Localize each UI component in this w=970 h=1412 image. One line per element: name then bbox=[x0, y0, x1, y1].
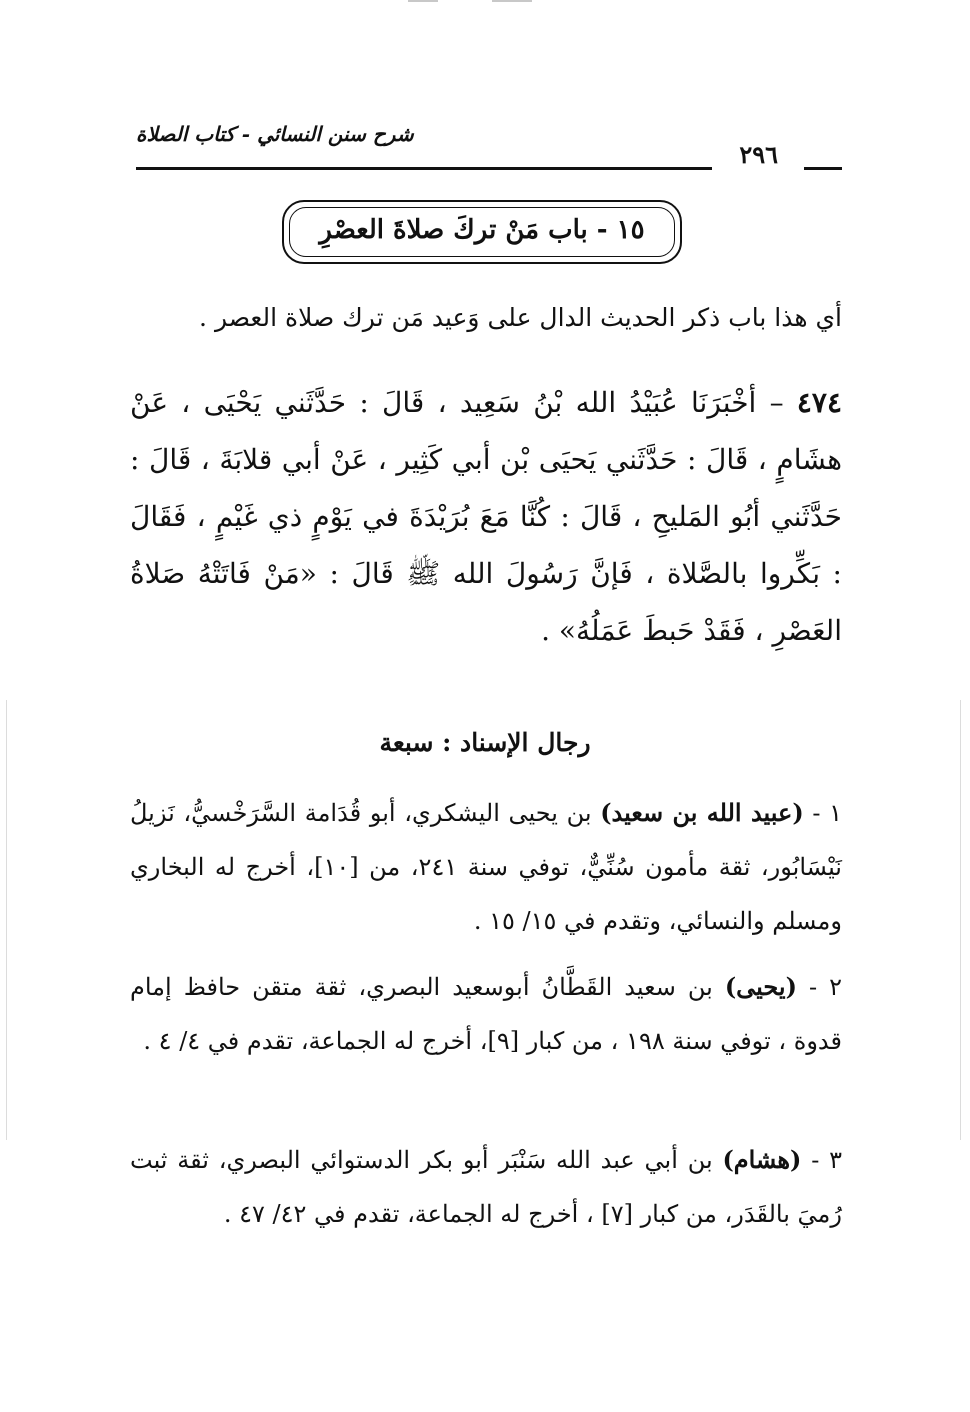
scan-mark bbox=[492, 0, 532, 2]
narrator-index: ٢ - bbox=[796, 973, 842, 1001]
hadith-paragraph bbox=[130, 374, 842, 659]
narrator-text: بن أبي عبد الله سَنْبَر أبو بكر الدستوائي البصري، ثقة ثبت رُميَ بالقَدَر، من كبار [٧] ، أخرج له الجماعة، تقدم في ٤٢/ ٤٧ . bbox=[130, 1146, 842, 1228]
header-rule bbox=[804, 167, 842, 170]
narrator-entry bbox=[130, 786, 842, 948]
narrator-text: بن يحيى اليشكري، أبو قُدَامة السَّرَخْسيُّ، نَزيلُ نَيْسَابُور، ثقة مأمون سُنِّيٌّ، توفي سنة ٢٤١، من [١٠]، أخرج له البخاري ومسلم والنسائي، وتقدم في ١٥/ ١٥ . bbox=[130, 799, 842, 935]
narrator-entry bbox=[130, 1133, 842, 1241]
narrator-name: (يحيى) bbox=[724, 972, 797, 1001]
narrator-entry bbox=[130, 960, 842, 1068]
scan-edge-line bbox=[960, 700, 961, 1140]
scan-mark bbox=[408, 0, 438, 2]
narrator-index: ٣ - bbox=[801, 1146, 843, 1174]
page-header bbox=[136, 118, 842, 174]
header-rule bbox=[136, 167, 712, 170]
book-title: شرح سنن النسائي - كتاب الصلاة bbox=[136, 122, 414, 146]
page-number: ٢٩٦ bbox=[739, 140, 778, 169]
scan-edge-line bbox=[6, 700, 7, 1140]
chapter-title: ١٥ - باب مَنْ تركَ صلاةَ العصْرِ bbox=[319, 215, 645, 245]
section-heading: رجال الإسناد : سبعة bbox=[379, 728, 591, 757]
narrator-name: (هشام) bbox=[722, 1145, 802, 1174]
chapter-title-box bbox=[282, 200, 682, 264]
narrator-name: (عبيد الله بن سعيد) bbox=[600, 798, 804, 827]
narrator-text: بن سعيد القَطَّانُ أبوسعيد البصري، ثقة متقن حافظ إمام قدوة ، توفي سنة ١٩٨ ، من كبار [٩]، أخرج له الجماعة، تقدم في ٤/ ٤ . bbox=[130, 973, 842, 1055]
narrator-index: ١ - bbox=[803, 799, 842, 827]
hadith-text: – أخْبَرَنَا عُبَيْدُ الله بْنُ سَعِيد ، قَالَ : حَدَّثَني يَحْيَى ، عَنْ هشَامٍ ، قَالَ : حَدَّثَني يَحيَى بْن أبي كَثِير ، عَنْ أبي قلابَةَ ، قَالَ : حَدَّثَني أبُو المَليحِ ، قَالَ : كُنَّا مَعَ بُرَيْدَةَ في يَوْمٍ ذي غَيْمٍ ، فَقَالَ : بَكِّروا بالصَّلاة ، فَإنَّ رَسُولَ الله ﷺ قَالَ : «مَنْ فَاتَتْهُ صَلاةُ العَصْرِ ، فَقَدْ حَبطَ عَمَلُهُ» . bbox=[130, 386, 842, 647]
intro-paragraph: أي هذا باب ذكر الحديث الدال على وَعيد مَن ترك صلاة العصر . bbox=[199, 303, 842, 332]
hadith-number: ٤٧٤ bbox=[796, 386, 842, 419]
